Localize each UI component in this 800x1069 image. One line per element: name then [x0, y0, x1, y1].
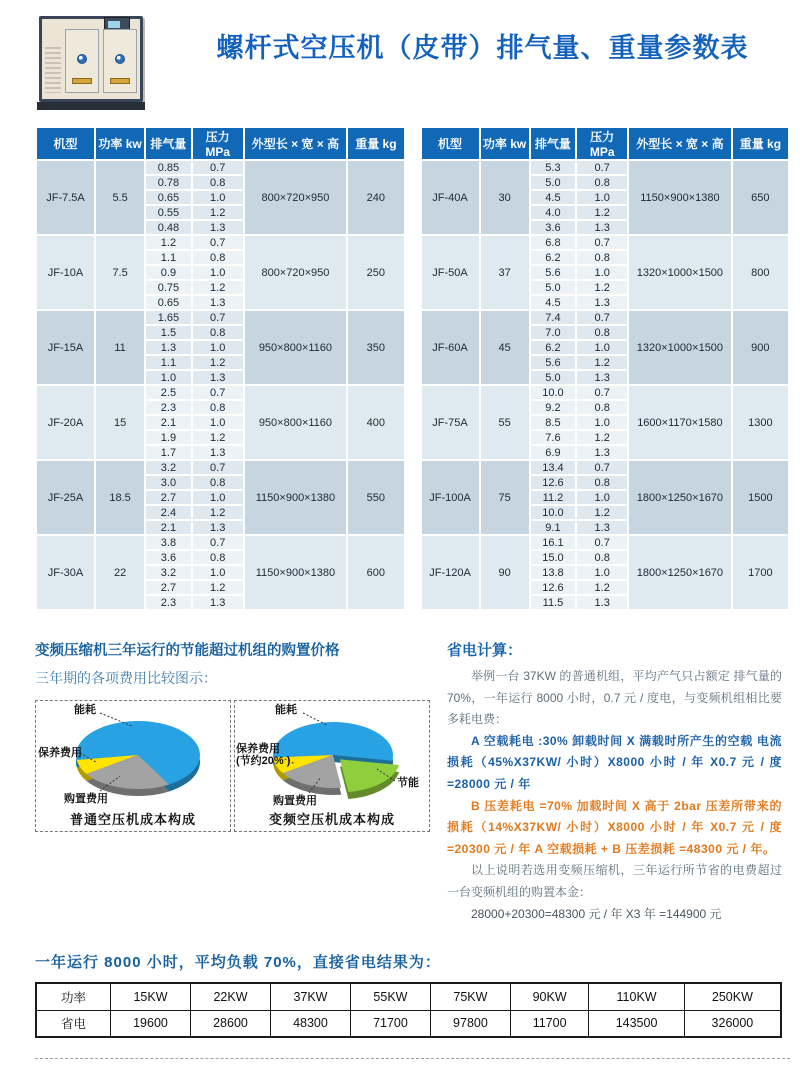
spec-flow-cell: 5.0 [531, 281, 576, 294]
spec-flow-cell: 6.2 [531, 341, 576, 354]
spec-flow-cell: 1.3 [146, 341, 191, 354]
spec-power-cell: 11 [96, 311, 144, 384]
spec-weight-cell: 600 [348, 536, 403, 609]
cost-section-heading: 变频压缩机三年运行的节能超过机组的购置价格 [35, 643, 340, 659]
spec-pressure-cell: 0.7 [193, 311, 243, 324]
spec-pressure-cell: 1.2 [577, 581, 627, 594]
direct-saving-table [35, 982, 782, 1038]
spec-dims-cell: 800×720×950 [245, 236, 347, 309]
spec-flow-cell: 2.4 [146, 506, 191, 519]
spec-weight-cell: 240 [348, 161, 403, 234]
spec-column-header: 压力 MPa [193, 128, 243, 159]
spec-dims-cell: 1800×1250×1670 [629, 461, 731, 534]
spec-pressure-cell: 0.8 [577, 176, 627, 189]
spec-flow-cell: 0.85 [146, 161, 191, 174]
pie-label-energy: 能耗 [275, 704, 297, 716]
spec-pressure-cell: 1.3 [577, 596, 627, 609]
saving-calc-section [437, 639, 790, 925]
spec-flow-cell: 5.6 [531, 356, 576, 369]
savings-value-cell: 11700 [510, 1010, 588, 1037]
spec-flow-cell: 8.5 [531, 416, 576, 429]
savings-value-cell: 90KW [510, 983, 588, 1010]
spec-flow-cell: 0.75 [146, 281, 191, 294]
spec-pressure-cell: 0.7 [577, 536, 627, 549]
spec-pressure-cell: 0.8 [577, 326, 627, 339]
spec-pressure-cell: 1.2 [193, 206, 243, 219]
spec-pressure-cell: 0.8 [577, 551, 627, 564]
direct-saving-section [35, 951, 790, 1038]
spec-pressure-cell: 1.2 [193, 506, 243, 519]
spec-model-cell: JF-40A [422, 161, 479, 234]
spec-pressure-cell: 1.3 [193, 371, 243, 384]
spec-flow-cell: 3.6 [531, 221, 576, 234]
spec-flow-cell: 6.9 [531, 446, 576, 459]
page-header [35, 8, 790, 120]
spec-flow-cell: 7.6 [531, 431, 576, 444]
spec-weight-cell: 400 [348, 386, 403, 459]
direct-saving-heading: 一年运行 8000 小时，平均负载 70%，直接省电结果为： [35, 954, 441, 972]
spec-pressure-cell: 1.2 [193, 431, 243, 444]
spec-pressure-cell: 0.7 [577, 236, 627, 249]
spec-dims-cell: 1150×900×1380 [629, 161, 731, 234]
saving-calc-formula: 28000+20300=48300 元 / 年 X3 年 =144900 元 [471, 906, 722, 921]
savings-value-cell: 55KW [350, 983, 430, 1010]
spec-pressure-cell: 0.7 [193, 161, 243, 174]
spec-pressure-cell: 1.0 [577, 191, 627, 204]
spec-weight-cell: 1700 [733, 536, 788, 609]
spec-pressure-cell: 1.2 [577, 356, 627, 369]
spec-column-header: 压力 MPa [577, 128, 627, 159]
pie-chart-caption: 普通空压机成本构成 [69, 812, 196, 827]
spec-pressure-cell: 0.7 [577, 461, 627, 474]
savings-value-cell: 75KW [430, 983, 510, 1010]
compressor-panel-left [65, 29, 99, 93]
spec-model-cell: JF-7.5A [37, 161, 94, 234]
spec-power-cell: 37 [481, 236, 529, 309]
spec-dims-cell: 1320×1000×1500 [629, 236, 731, 309]
saving-calc-item-b: B 压差耗电 =70% 加载时间 X 高于 2bar 压差所带来的损耗（14%X37KW/ 小时）X8000 小时 / 年 X0.7 元 / 度 =20300 元 / 年 A 空载损耗 + B 压差损耗 =48300 元 / 年。 [447, 798, 782, 856]
compressor-photo [35, 12, 147, 112]
spec-pressure-cell: 1.0 [193, 191, 243, 204]
savings-value-cell: 71700 [350, 1010, 430, 1037]
spec-power-cell: 22 [96, 536, 144, 609]
savings-value-cell: 143500 [589, 1010, 685, 1037]
spec-column-header: 机型 [422, 128, 479, 159]
spec-power-cell: 18.5 [96, 461, 144, 534]
savings-value-cell: 97800 [430, 1010, 510, 1037]
compressor-panel-right [103, 29, 137, 93]
spec-pressure-cell: 0.7 [193, 536, 243, 549]
savings-value-cell: 22KW [190, 983, 270, 1010]
spec-dims-cell: 1320×1000×1500 [629, 311, 731, 384]
spec-pressure-cell: 0.7 [193, 236, 243, 249]
spec-pressure-cell: 1.3 [193, 446, 243, 459]
spec-column-header: 排气量 [531, 128, 576, 159]
spec-pressure-cell: 1.3 [193, 296, 243, 309]
spec-column-header: 功率 kw [481, 128, 529, 159]
spec-column-header: 功率 kw [96, 128, 144, 159]
spec-pressure-cell: 0.7 [193, 461, 243, 474]
spec-flow-cell: 4.5 [531, 296, 576, 309]
spec-power-cell: 55 [481, 386, 529, 459]
spec-dims-cell: 950×800×1160 [245, 311, 347, 384]
saving-calc-conclusion: 以上说明若选用变频压缩机，三年运行所节省的电费超过一台变频机组的购置本金： [447, 863, 782, 899]
spec-flow-cell: 2.3 [146, 596, 191, 609]
spec-flow-cell: 6.2 [531, 251, 576, 264]
compressor-base [37, 102, 145, 110]
spec-column-header: 重量 kg [348, 128, 403, 159]
spec-flow-cell: 12.6 [531, 581, 576, 594]
savings-value-cell: 250KW [684, 983, 781, 1010]
spec-dims-cell: 800×720×950 [245, 161, 347, 234]
spec-dims-cell: 950×800×1160 [245, 386, 347, 459]
spec-power-cell: 90 [481, 536, 529, 609]
spec-flow-cell: 0.65 [146, 296, 191, 309]
spec-flow-cell: 0.55 [146, 206, 191, 219]
spec-flow-cell: 7.0 [531, 326, 576, 339]
spec-weight-cell: 800 [733, 236, 788, 309]
charts-row [35, 700, 437, 832]
spec-flow-cell: 9.1 [531, 521, 576, 534]
spec-flow-cell: 2.1 [146, 416, 191, 429]
spec-tables-row [35, 126, 790, 611]
spec-column-header: 外型长 × 宽 × 高 [629, 128, 731, 159]
cost-section-subheading: 三年期的各项费用比较图示： [35, 670, 217, 686]
spec-model-cell: JF-25A [37, 461, 94, 534]
pie-label-purchase: 购置费用 [64, 793, 108, 805]
spec-pressure-cell: 1.0 [577, 416, 627, 429]
spec-flow-cell: 3.2 [146, 461, 191, 474]
spec-flow-cell: 6.8 [531, 236, 576, 249]
spec-weight-cell: 1500 [733, 461, 788, 534]
spec-flow-cell: 4.0 [531, 206, 576, 219]
spec-pressure-cell: 1.2 [193, 281, 243, 294]
spec-pressure-cell: 0.8 [577, 476, 627, 489]
saving-calc-title: 省电计算： [447, 642, 523, 659]
spec-flow-cell: 1.7 [146, 446, 191, 459]
compressor-body [39, 16, 143, 102]
spec-dims-cell: 1150×900×1380 [245, 536, 347, 609]
spec-pressure-cell: 1.0 [577, 566, 627, 579]
pie-label-maintenance [236, 743, 290, 767]
spec-pressure-cell: 1.2 [577, 281, 627, 294]
pie-label-purchase: 购置费用 [273, 795, 317, 807]
spec-flow-cell: 1.1 [146, 356, 191, 369]
spec-flow-cell: 3.6 [146, 551, 191, 564]
spec-weight-cell: 1300 [733, 386, 788, 459]
spec-model-cell: JF-60A [422, 311, 479, 384]
spec-dims-cell: 1150×900×1380 [245, 461, 347, 534]
savings-value-cell: 110KW [589, 983, 685, 1010]
spec-model-cell: JF-10A [37, 236, 94, 309]
spec-flow-cell: 5.6 [531, 266, 576, 279]
spec-flow-cell: 1.5 [146, 326, 191, 339]
spec-flow-cell: 3.0 [146, 476, 191, 489]
spec-flow-cell: 4.5 [531, 191, 576, 204]
spec-weight-cell: 350 [348, 311, 403, 384]
spec-pressure-cell: 1.3 [577, 296, 627, 309]
spec-column-header: 排气量 [146, 128, 191, 159]
saving-calc-item-a: A 空载耗电 :30% 卸载时间 X 满载时所产生的空载 电流损耗（45%X37KW/ 小时）X8000 小时 / 年 X0.7 元 / 度 =28000 元 / 年 [447, 733, 782, 791]
spec-pressure-cell: 0.8 [193, 401, 243, 414]
middle-section [35, 639, 790, 925]
spec-pressure-cell: 0.8 [193, 176, 243, 189]
spec-flow-cell: 2.7 [146, 581, 191, 594]
pie-label-energy: 能耗 [74, 704, 96, 716]
spec-pressure-cell: 1.3 [577, 221, 627, 234]
spec-flow-cell: 1.9 [146, 431, 191, 444]
savings-value-cell: 326000 [684, 1010, 781, 1037]
spec-table-left [35, 126, 406, 611]
spec-model-cell: JF-50A [422, 236, 479, 309]
spec-flow-cell: 0.48 [146, 221, 191, 234]
spec-dims-cell: 1800×1250×1670 [629, 536, 731, 609]
spec-power-cell: 5.5 [96, 161, 144, 234]
spec-pressure-cell: 0.8 [577, 251, 627, 264]
spec-weight-cell: 650 [733, 161, 788, 234]
pie-chart-vfd-compressor [234, 700, 430, 832]
saving-calc-intro: 举例一台 37KW 的普通机组，平均产气只占额定 排气量的 70%，一年运行 8000 小时，0.7 元 / 度电，与变频机组相比要多耗电费： [447, 669, 782, 727]
brand-logo-icon [115, 54, 125, 64]
spec-pressure-cell: 1.3 [193, 221, 243, 234]
pie-slice [273, 722, 393, 761]
spec-flow-cell: 1.1 [146, 251, 191, 264]
spec-model-cell: JF-20A [37, 386, 94, 459]
compressor-vent [45, 47, 61, 93]
spec-column-header: 重量 kg [733, 128, 788, 159]
spec-model-cell: JF-30A [37, 536, 94, 609]
spec-flow-cell: 1.2 [146, 236, 191, 249]
pie-label-maintenance-note: (节约20% ) [236, 755, 291, 768]
spec-pressure-cell: 0.7 [577, 386, 627, 399]
spec-pressure-cell: 1.0 [577, 266, 627, 279]
spec-flow-cell: 0.78 [146, 176, 191, 189]
brand-badge [72, 78, 92, 84]
spec-pressure-cell: 1.3 [577, 521, 627, 534]
spec-pressure-cell: 0.8 [193, 326, 243, 339]
savings-value-cell: 37KW [270, 983, 350, 1010]
spec-model-cell: JF-120A [422, 536, 479, 609]
spec-pressure-cell: 0.8 [193, 551, 243, 564]
spec-flow-cell: 2.3 [146, 401, 191, 414]
spec-pressure-cell: 1.2 [577, 431, 627, 444]
spec-flow-cell: 1.65 [146, 311, 191, 324]
spec-flow-cell: 15.0 [531, 551, 576, 564]
spec-pressure-cell: 1.3 [193, 596, 243, 609]
savings-value-cell: 19600 [111, 1010, 191, 1037]
savings-row-label: 功率 [36, 983, 111, 1010]
spec-flow-cell: 11.2 [531, 491, 576, 504]
spec-power-cell: 30 [481, 161, 529, 234]
pie-label-maintenance: 保养费用 [38, 747, 82, 759]
cost-comparison-section [35, 639, 437, 925]
spec-pressure-cell: 1.3 [577, 371, 627, 384]
pie-chart-caption: 变频空压机成本构成 [268, 812, 395, 827]
pie-label-saving: 节能 [397, 777, 419, 789]
savings-value-cell: 28600 [190, 1010, 270, 1037]
savings-row-label: 省电 [36, 1010, 111, 1037]
spec-flow-cell: 1.0 [146, 371, 191, 384]
spec-power-cell: 45 [481, 311, 529, 384]
brand-logo-icon [77, 54, 87, 64]
spec-table-right [420, 126, 791, 611]
savings-value-cell: 48300 [270, 1010, 350, 1037]
spec-pressure-cell: 0.7 [193, 386, 243, 399]
spec-pressure-cell: 0.8 [193, 251, 243, 264]
spec-flow-cell: 7.4 [531, 311, 576, 324]
page-title: 螺杆式空压机（皮带）排气量、重量参数表 [216, 33, 749, 63]
spec-power-cell: 7.5 [96, 236, 144, 309]
spec-flow-cell: 0.65 [146, 191, 191, 204]
spec-model-cell: JF-15A [37, 311, 94, 384]
spec-weight-cell: 550 [348, 461, 403, 534]
spec-flow-cell: 10.0 [531, 506, 576, 519]
spec-flow-cell: 9.2 [531, 401, 576, 414]
spec-pressure-cell: 1.2 [193, 581, 243, 594]
spec-flow-cell: 5.3 [531, 161, 576, 174]
spec-flow-cell: 13.8 [531, 566, 576, 579]
spec-flow-cell: 10.0 [531, 386, 576, 399]
spec-pressure-cell: 0.7 [577, 311, 627, 324]
pie-label-maintenance-text: 保养费用 [236, 743, 280, 755]
spec-pressure-cell: 1.0 [193, 491, 243, 504]
spec-pressure-cell: 0.7 [577, 161, 627, 174]
spec-pressure-cell: 0.8 [577, 401, 627, 414]
spec-pressure-cell: 1.0 [193, 566, 243, 579]
spec-flow-cell: 11.5 [531, 596, 576, 609]
spec-flow-cell: 3.2 [146, 566, 191, 579]
spec-flow-cell: 2.7 [146, 491, 191, 504]
spec-pressure-cell: 1.0 [577, 491, 627, 504]
spec-pressure-cell: 1.3 [193, 521, 243, 534]
pie-slice [340, 759, 399, 792]
pie-chart-normal-compressor [35, 700, 231, 832]
spec-flow-cell: 2.5 [146, 386, 191, 399]
spec-pressure-cell: 1.2 [193, 356, 243, 369]
page-bottom-rule [35, 1058, 790, 1059]
spec-flow-cell: 5.0 [531, 371, 576, 384]
spec-flow-cell: 16.1 [531, 536, 576, 549]
spec-weight-cell: 900 [733, 311, 788, 384]
brand-badge [110, 78, 130, 84]
savings-value-cell: 15KW [111, 983, 191, 1010]
spec-pressure-cell: 1.3 [577, 446, 627, 459]
compressor-display [108, 21, 120, 28]
spec-weight-cell: 250 [348, 236, 403, 309]
spec-pressure-cell: 1.0 [193, 341, 243, 354]
spec-pressure-cell: 0.8 [193, 476, 243, 489]
spec-power-cell: 15 [96, 386, 144, 459]
spec-pressure-cell: 1.0 [577, 341, 627, 354]
spec-pressure-cell: 1.2 [577, 206, 627, 219]
spec-flow-cell: 0.9 [146, 266, 191, 279]
spec-flow-cell: 12.6 [531, 476, 576, 489]
spec-pressure-cell: 1.2 [577, 506, 627, 519]
spec-flow-cell: 13.4 [531, 461, 576, 474]
spec-flow-cell: 2.1 [146, 521, 191, 534]
spec-pressure-cell: 1.0 [193, 266, 243, 279]
spec-dims-cell: 1600×1170×1580 [629, 386, 731, 459]
spec-pressure-cell: 1.0 [193, 416, 243, 429]
spec-power-cell: 75 [481, 461, 529, 534]
spec-model-cell: JF-75A [422, 386, 479, 459]
spec-flow-cell: 5.0 [531, 176, 576, 189]
spec-flow-cell: 3.8 [146, 536, 191, 549]
spec-model-cell: JF-100A [422, 461, 479, 534]
spec-column-header: 外型长 × 宽 × 高 [245, 128, 347, 159]
spec-column-header: 机型 [37, 128, 94, 159]
